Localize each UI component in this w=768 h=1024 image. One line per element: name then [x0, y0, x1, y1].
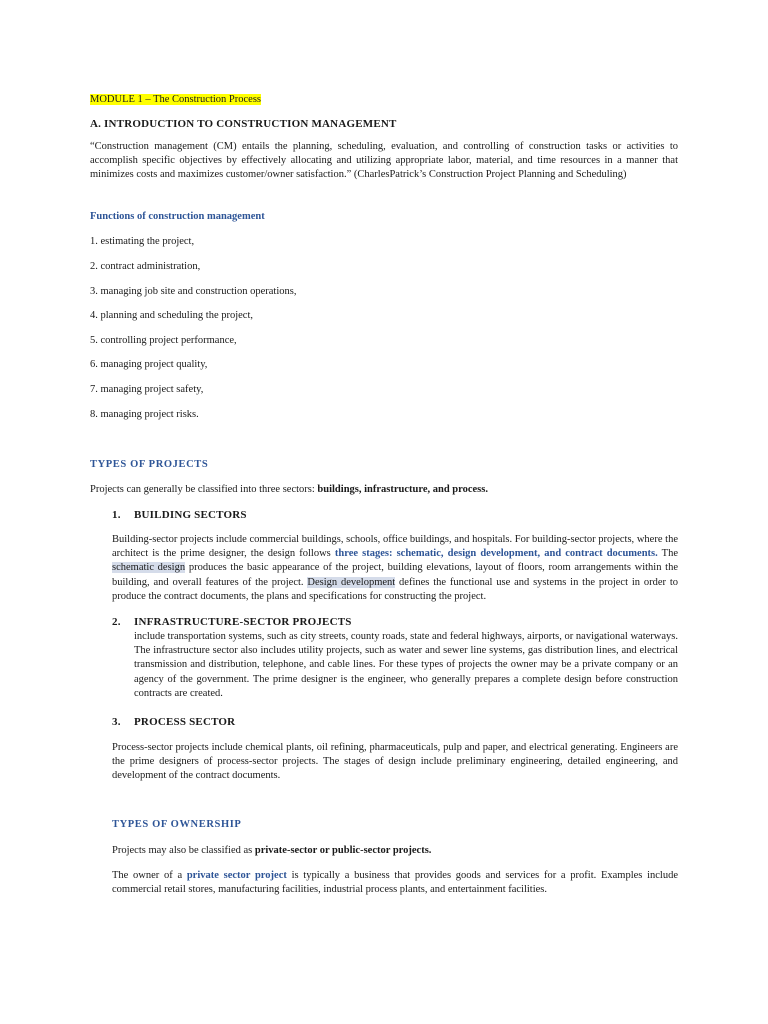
- process-sector-heading: 3. PROCESS SECTOR: [112, 716, 236, 728]
- schematic-design-highlight: schematic design: [112, 562, 186, 574]
- infrastructure-sector-paragraph: include transportation systems, such as city streets, county roads, state and federal highways, airports, or navigational waterways. The infrastructure sector also includes utility projects, such as water and sewer line systems, gas distribution lines, and electrical transmission and distribution, telephone, and cable lines. For these types of projects the owner may be a private company or an agency of the government. The prime designer is the engineer, who generally prepares a complete design before construction contracts are created.: [134, 631, 678, 699]
- function-item: 4. planning and scheduling the project,: [90, 310, 254, 321]
- section-a-title: A. INTRODUCTION TO CONSTRUCTION MANAGEMENT: [90, 118, 397, 130]
- design-stages-emphasis: three stages: schematic, design development, and contract documents.: [334, 548, 658, 560]
- building-sector-paragraph: Building-sector projects include commercial buildings, schools, office buildings, and hospitals. For building-sector projects, where the architect is the prime designer, the design follows three stages: schematic, design development, and contract documents. The schematic design produces the basic appearance of the project, building elevations, layout of floors, room arrangements within the building, and overall features of the project. Design development defines the functional use and systems in the project in order to produce the contract documents, the plans and specifications for constructing the project.: [112, 534, 678, 602]
- process-sector-paragraph: Process-sector projects include chemical plants, oil refining, pharmaceuticals, pulp and paper, and electrical generating. Engineers are the prime designers of process-sector projects. The stages of design include preliminary engineering, detailed engineering, and development of the contract documents.: [112, 742, 678, 782]
- private-sector-emphasis: private sector project: [186, 870, 287, 881]
- function-item: 8. managing project risks.: [90, 409, 199, 420]
- types-of-ownership-heading: TYPES OF OWNERSHIP: [112, 819, 242, 830]
- functions-heading: Functions of construction management: [90, 211, 265, 222]
- function-item: 6. managing project quality,: [90, 359, 208, 370]
- design-development-highlight: Design development: [307, 576, 396, 588]
- types-of-projects-heading: TYPES OF PROJECTS: [90, 459, 209, 470]
- types-of-projects-intro: Projects can generally be classified into three sectors: buildings, infrastructure, and process.: [90, 484, 488, 495]
- function-item: 7. managing project safety,: [90, 384, 204, 395]
- function-item: 3. managing job site and construction operations,: [90, 286, 297, 297]
- ownership-intro: Projects may also be classified as private-sector or public-sector projects.: [112, 845, 432, 856]
- infrastructure-sector-heading: 2. INFRASTRUCTURE-SECTOR PROJECTS: [112, 616, 352, 628]
- module-title: MODULE 1 – The Construction Process: [90, 94, 261, 105]
- function-item: 5. controlling project performance,: [90, 335, 237, 346]
- function-item: 1. estimating the project,: [90, 236, 195, 247]
- intro-paragraph: “Construction management (CM) entails the planning, scheduling, evaluation, and controlling of construction tasks or activities to accomplish specific objectives by effectively allocating and utilizing appropriate labor, material, and time resources in a manner that minimizes costs and maximizes customer/owner satisfaction.” (CharlesPatrick’s Construction Project Planning and Scheduling): [90, 141, 678, 181]
- private-sector-paragraph: The owner of a private sector project is typically a business that provides goods and services for a profit. Examples include commercial retail stores, manufacturing facilities, industrial process plants, and entertainment facilities.: [112, 870, 678, 896]
- function-item: 2. contract administration,: [90, 261, 201, 272]
- building-sector-heading: 1. BUILDING SECTORS: [112, 509, 247, 521]
